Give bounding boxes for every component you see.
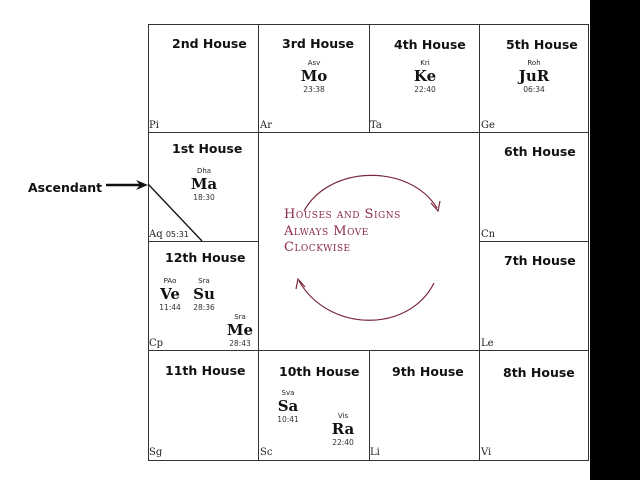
- grid-line: [369, 350, 370, 461]
- house-title-1: 1st House: [172, 141, 243, 156]
- sign-label-sc: Sc: [260, 447, 273, 458]
- planet-nakshatra: Sra: [198, 277, 210, 285]
- sign-label-vi: Vi: [481, 447, 492, 458]
- sign-label-ta: Ta: [370, 120, 382, 131]
- planet-nakshatra: Vis: [337, 412, 349, 420]
- sign-label-le: Le: [481, 338, 494, 349]
- planet-degree: 28:36: [193, 303, 215, 312]
- sign-label-pi: Pi: [149, 120, 159, 131]
- house-title-8: 8th House: [503, 365, 575, 380]
- ascendant-label: Ascendant: [28, 180, 103, 195]
- planet-nakshatra: Roh: [527, 59, 541, 67]
- sign-label-aq: [149, 229, 189, 240]
- sign-label-li: Li: [370, 447, 380, 458]
- grid-line: [479, 24, 480, 461]
- ascendant-degree: 05:31: [165, 230, 189, 239]
- south-indian-chart: [148, 24, 589, 461]
- chart-border-left: [148, 24, 149, 461]
- planet-abbr: Ve: [160, 285, 180, 303]
- sign-label-sg: Sg: [149, 447, 163, 458]
- planet-nakshatra: PAo: [163, 277, 177, 285]
- planet-degree: 10:41: [277, 415, 299, 424]
- planet-moon: [294, 59, 334, 94]
- house-title-2: 2nd House: [172, 36, 247, 51]
- planet-abbr: Ma: [190, 175, 218, 193]
- planet-abbr: JuR: [518, 67, 550, 85]
- planet-abbr: Sa: [277, 397, 299, 415]
- caption-line-3: Clockwise: [284, 240, 351, 255]
- planet-degree: 23:38: [303, 85, 325, 94]
- planet-nakshatra: Kri: [420, 59, 430, 67]
- caption-line-1: Houses and Signs: [284, 207, 401, 222]
- planet-degree: 06:34: [523, 85, 545, 94]
- house-title-3: 3rd House: [282, 36, 355, 51]
- planet-nakshatra: Asv: [307, 59, 321, 67]
- planet-mars: [184, 167, 224, 202]
- planet-sun: [184, 277, 224, 312]
- house-title-10: 10th House: [279, 364, 360, 379]
- planet-degree: 22:40: [414, 85, 436, 94]
- planet-abbr: Me: [226, 321, 254, 339]
- house-title-7: 7th House: [504, 253, 576, 268]
- planet-rahu: [323, 412, 363, 447]
- house-title-9: 9th House: [392, 364, 464, 379]
- house-title-12: 12th House: [165, 250, 246, 265]
- planet-abbr: Su: [193, 285, 215, 303]
- sign-label-ar: Ar: [260, 120, 273, 131]
- planet-abbr: Ke: [413, 67, 437, 85]
- planet-mercury: [220, 313, 260, 348]
- sign-label-cn: Cn: [481, 229, 496, 240]
- planet-nakshatra: Dha: [196, 167, 212, 175]
- planet-nakshatra: Sva: [281, 389, 295, 397]
- sign-label-cp: Cp: [149, 338, 164, 349]
- planet-degree: 18:30: [193, 193, 215, 202]
- grid-line: [369, 24, 370, 133]
- grid-line: [479, 241, 589, 242]
- planet-jupiter-retro: [514, 59, 554, 94]
- house-title-4: 4th House: [394, 37, 466, 52]
- planet-degree: 11:44: [159, 303, 181, 312]
- house-title-11: 11th House: [165, 363, 246, 378]
- planet-degree: 28:43: [229, 339, 251, 348]
- house-title-6: 6th House: [504, 144, 576, 159]
- sign-label-aq-text: Aq: [149, 229, 163, 240]
- planet-abbr: Mo: [300, 67, 328, 85]
- ascendant-arrow-icon: [104, 178, 148, 192]
- house-title-5: 5th House: [506, 37, 578, 52]
- chart-border-right: [588, 24, 589, 461]
- planet-degree: 22:40: [332, 438, 354, 447]
- planet-ketu: [405, 59, 445, 94]
- planet-nakshatra: Sra: [234, 313, 246, 321]
- planet-abbr: Ra: [331, 420, 355, 438]
- sign-label-ge: Ge: [481, 120, 495, 131]
- caption-line-2: Always Move: [284, 224, 369, 239]
- planet-saturn: [268, 389, 308, 424]
